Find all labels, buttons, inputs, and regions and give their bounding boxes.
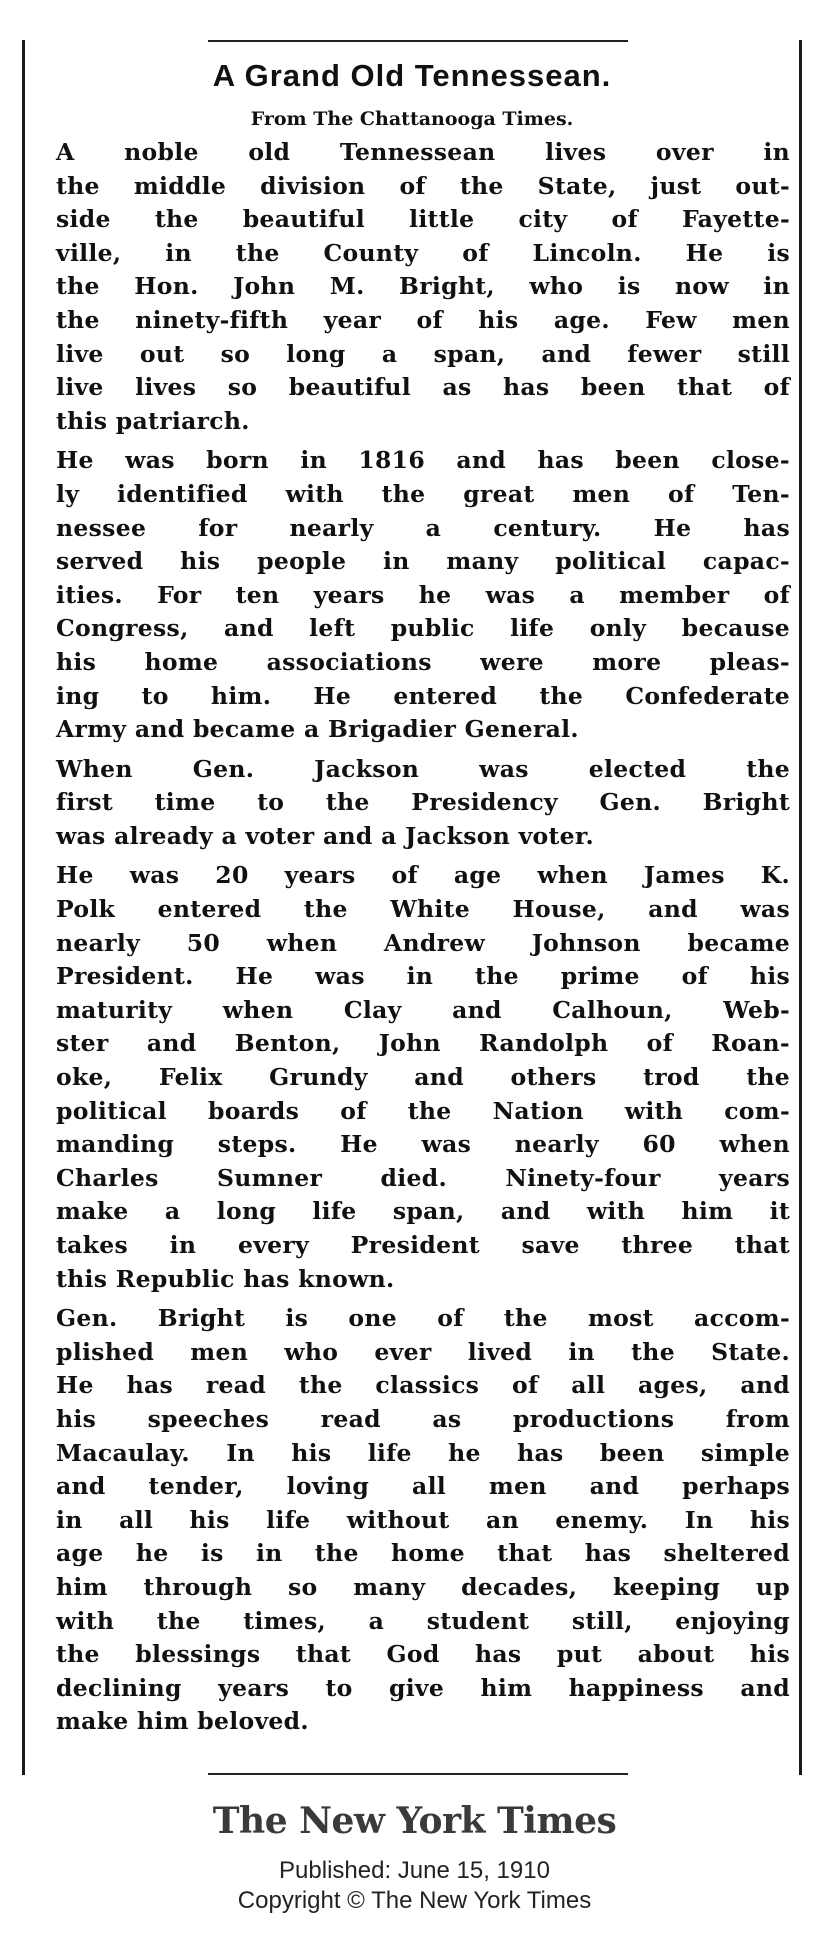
article-line: first time to the Presidency Gen. Bright: [56, 788, 790, 817]
article-line: side the beautiful little city of Fayette-: [56, 205, 790, 234]
article-line: the blessings that God has put about his: [56, 1640, 790, 1669]
article-line: nearly 50 when Andrew Johnson became: [56, 928, 790, 957]
headline: A Grand Old Tennessean.: [212, 58, 612, 93]
article-body: [34, 136, 790, 1745]
article-line: Polk entered the White House, and was: [56, 895, 790, 924]
article-line: make a long life span, and with him it: [56, 1197, 790, 1226]
article-line: live lives so beautiful as has been that of: [56, 373, 790, 402]
copyright-notice: Copyright © The New York Times: [237, 1887, 592, 1914]
article-line: oke, Felix Grundy and others trod the: [56, 1063, 790, 1092]
article-line: this patriarch.: [56, 406, 250, 435]
article-line: in all his life without an enemy. In his: [56, 1505, 790, 1534]
article-line: ing to him. He entered the Confederate: [56, 681, 790, 710]
bottom-rule: [208, 1773, 628, 1775]
article-line: live out so long a span, and fewer still: [56, 339, 790, 368]
footer: [0, 1800, 829, 1916]
article-paragraph: [34, 753, 790, 854]
article-paragraph: [34, 1302, 790, 1739]
top-rule: [208, 40, 628, 42]
published-date: Published: June 15, 1910: [279, 1857, 550, 1884]
article-line: He was 20 years of age when James K.: [56, 861, 790, 890]
article-line: President. He was in the prime of his: [56, 962, 790, 991]
article-line: Charles Sumner died. Ninety-four years: [56, 1163, 790, 1192]
article-line: A noble old Tennessean lives over in: [56, 138, 790, 166]
article-line: political boards of the Nation with com-: [56, 1096, 790, 1125]
article-line: Army and became a Brigadier General.: [56, 715, 579, 744]
article-line: age he is in the home that has sheltered: [56, 1539, 790, 1568]
nyt-masthead-logo: The New York Times: [212, 1800, 617, 1842]
article-line: served his people in many political capac-: [56, 547, 790, 576]
article-line: He was born in 1816 and has been close-: [56, 446, 790, 475]
article-line: this Republic has known.: [56, 1264, 395, 1293]
article-paragraph: [34, 444, 790, 746]
article-line: his home associations were more pleas-: [56, 647, 790, 676]
article-line: ster and Benton, John Randolph of Roan-: [56, 1029, 790, 1058]
article-line: ville, in the County of Lincoln. He is: [56, 238, 790, 267]
article-line: Gen. Bright is one of the most accom-: [56, 1304, 790, 1333]
article-line: the middle division of the State, just out-: [56, 171, 790, 200]
article-line: Congress, and left public life only because: [56, 614, 790, 643]
article-line: his speeches read as productions from: [56, 1404, 790, 1433]
article-line: him through so many decades, keeping up: [56, 1572, 790, 1601]
article-line: make him beloved.: [56, 1707, 309, 1736]
article-line: and tender, loving all men and perhaps: [56, 1472, 790, 1501]
article-clipping: [22, 40, 802, 1775]
article-line: When Gen. Jackson was elected the: [56, 754, 790, 783]
article-line: maturity when Clay and Calhoun, Web-: [56, 995, 790, 1024]
article-line: manding steps. He was nearly 60 when: [56, 1130, 790, 1159]
article-line: ly identified with the great men of Ten-: [56, 479, 790, 508]
article-line: the Hon. John M. Bright, who is now in: [56, 272, 790, 301]
article-paragraph: [34, 136, 790, 438]
article-line: with the times, a student still, enjoying: [56, 1606, 790, 1635]
article-line: ities. For ten years he was a member of: [56, 580, 790, 609]
article-line: Macaulay. In his life he has been simple: [56, 1438, 790, 1467]
article-line: the ninety-fifth year of his age. Few men: [56, 305, 790, 334]
source-line: From The Chattanooga Times.: [250, 108, 574, 130]
article-line: He has read the classics of all ages, and: [56, 1371, 790, 1400]
article-line: was already a voter and a Jackson voter.: [56, 821, 594, 850]
article-line: plished men who ever lived in the State.: [56, 1337, 790, 1366]
article-paragraph: [34, 859, 790, 1296]
article-line: declining years to give him happiness and: [56, 1673, 790, 1702]
article-line: nessee for nearly a century. He has: [56, 513, 790, 542]
article-line: takes in every President save three that: [56, 1231, 790, 1259]
